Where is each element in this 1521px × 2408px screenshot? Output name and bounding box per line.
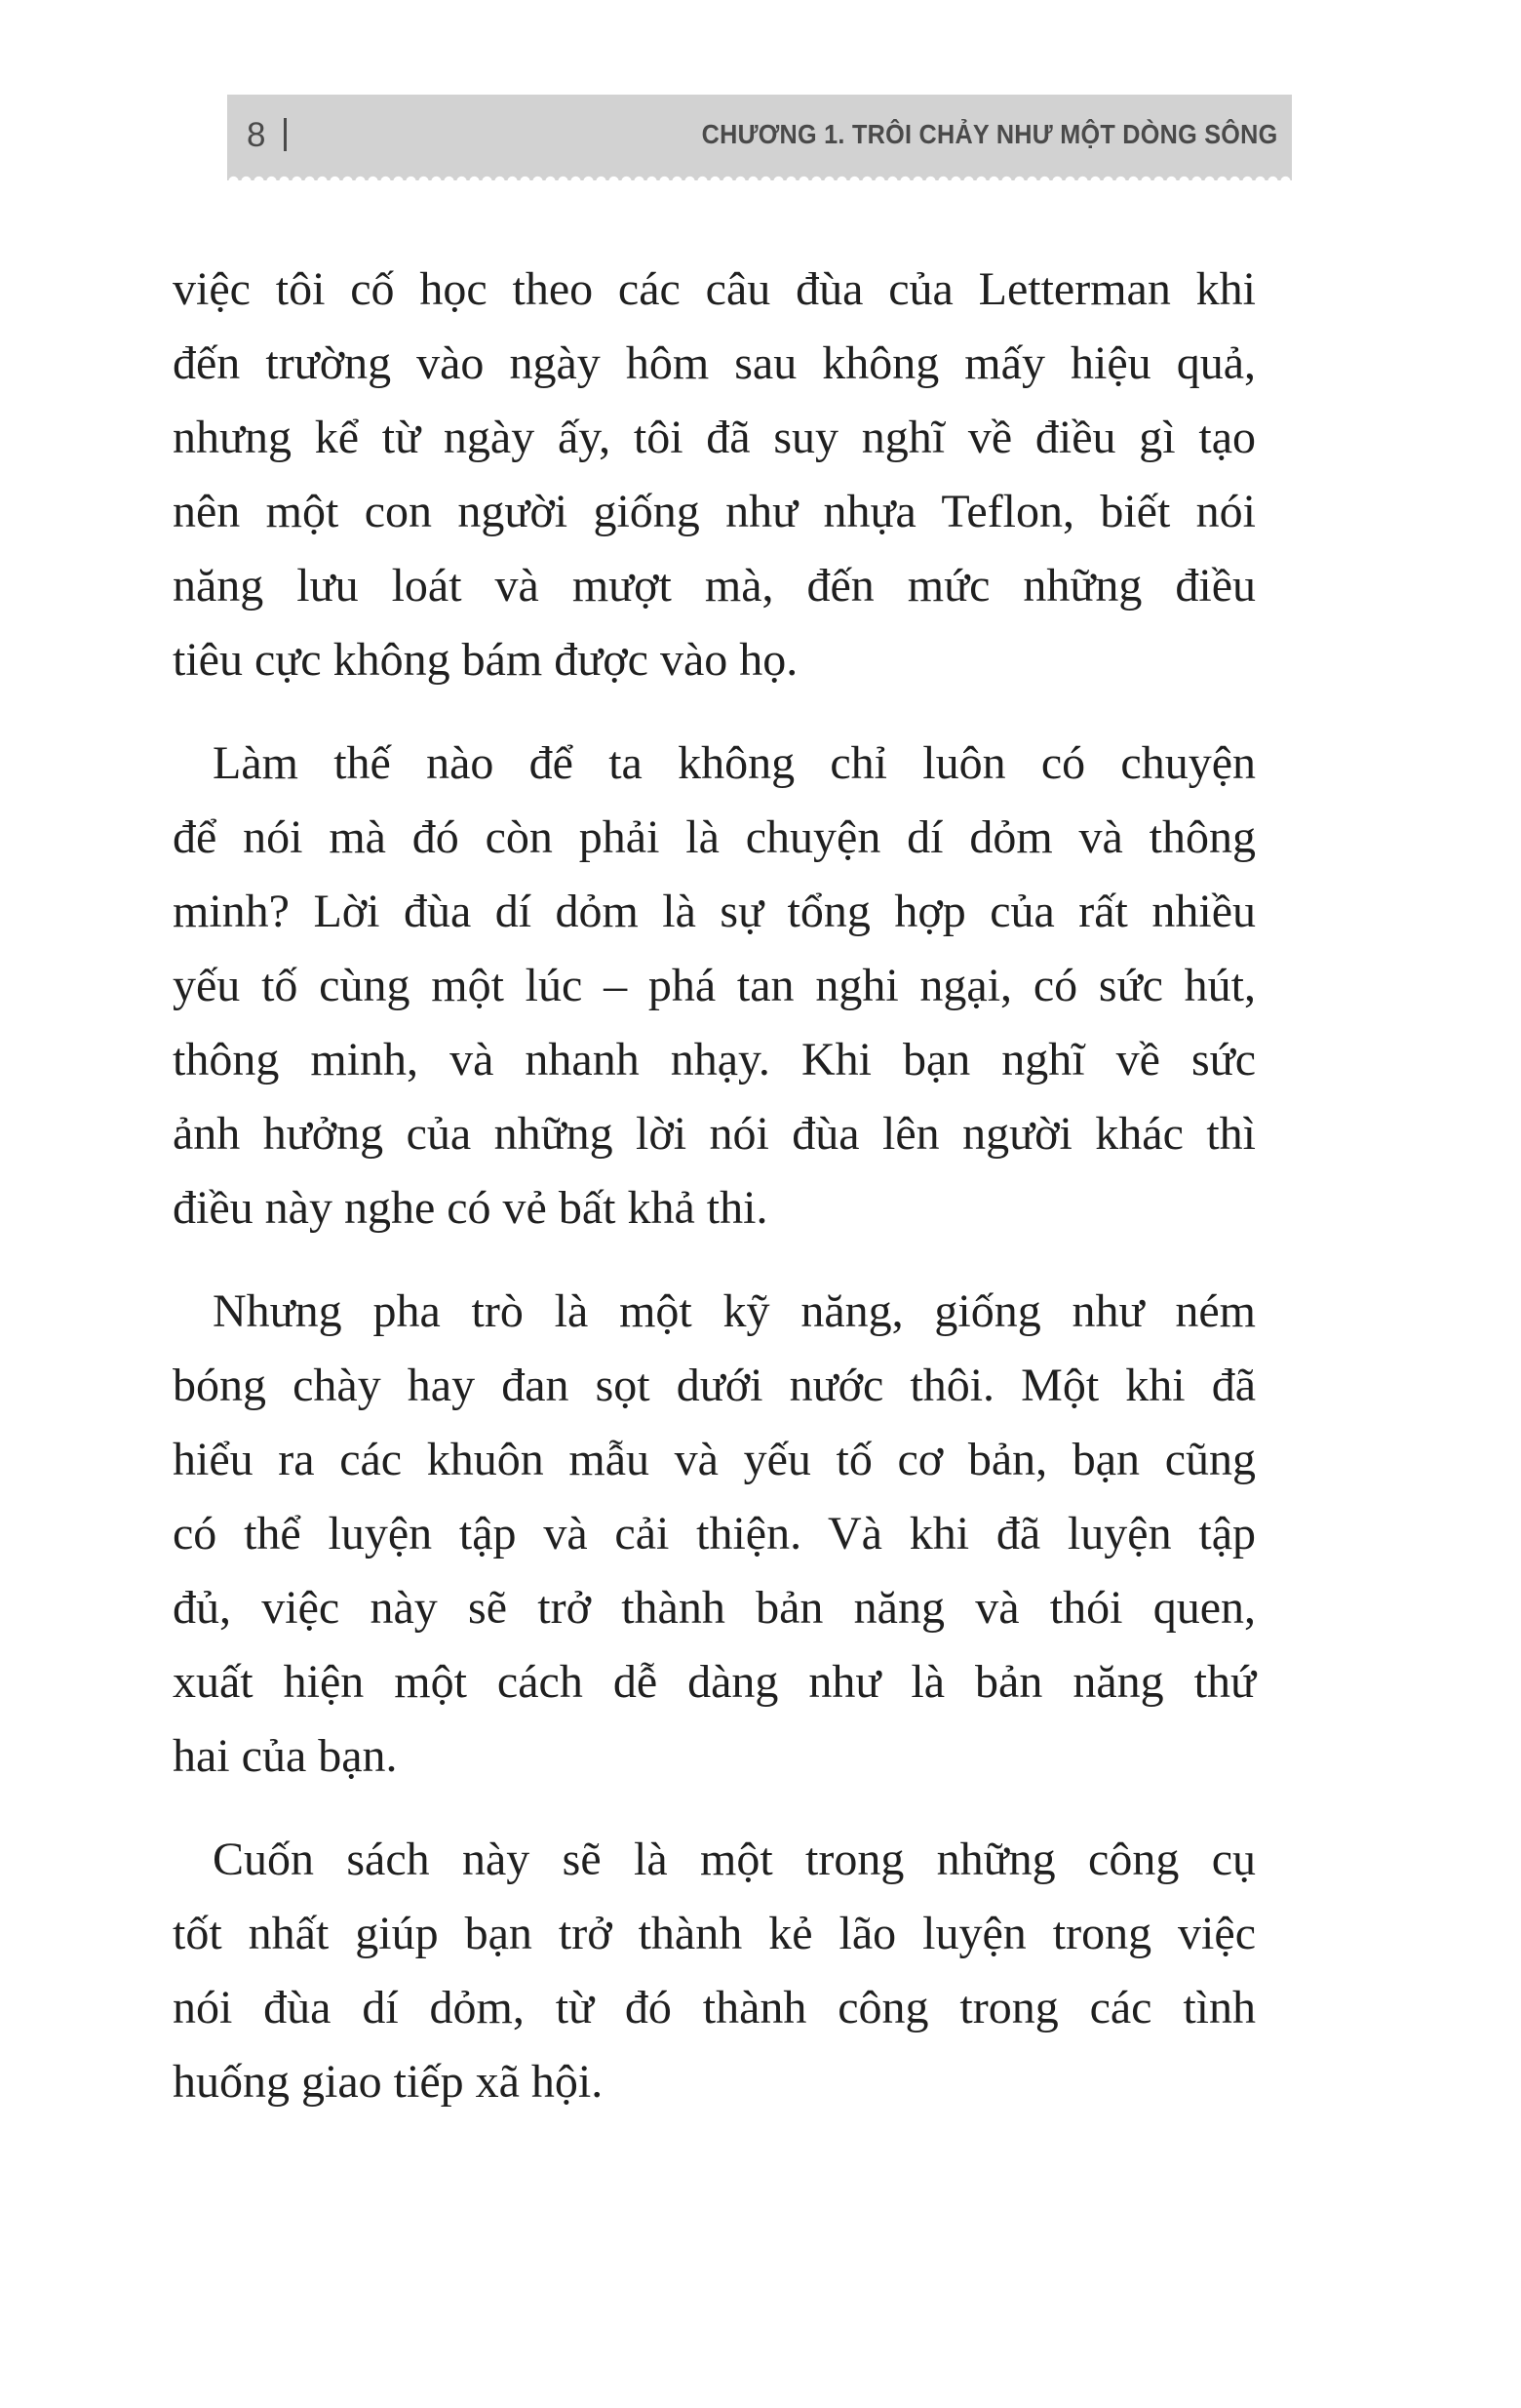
text-line: có thể luyện tập và cải thiện. Và khi đã luyện tập: [173, 1508, 1256, 1559]
text-line: nhưng kể từ ngày ấy, tôi đã suy nghĩ về điều gì tạo: [173, 412, 1256, 463]
text-line: việc tôi cố học theo các câu đùa của Letterman khi: [173, 263, 1256, 315]
paragraph: [173, 253, 1256, 697]
text-line: bóng chày hay đan sọt dưới nước thôi. Một khi đã: [173, 1360, 1256, 1411]
text-line: Cuốn sách này sẽ là một trong những công cụ: [213, 1834, 1256, 1885]
page-number-divider: [284, 118, 287, 151]
text-line: xuất hiện một cách dễ dàng như là bản năng thứ: [173, 1656, 1256, 1708]
paragraph: [173, 727, 1256, 1245]
text-line: hai của bạn.: [173, 1730, 398, 1782]
page-number: 8: [247, 115, 266, 154]
text-line: Làm thế nào để ta không chỉ luôn có chuyện: [213, 737, 1256, 789]
text-line: điều này nghe có vẻ bất khả thi.: [173, 1182, 768, 1234]
chapter-header-band: [227, 95, 1292, 180]
text-line: hiểu ra các khuôn mẫu và yếu tố cơ bản, bạn cũng: [173, 1434, 1256, 1485]
text-line: thông minh, và nhanh nhạy. Khi bạn nghĩ về sức: [173, 1034, 1256, 1086]
text-line: nói đùa dí dỏm, từ đó thành công trong các tình: [173, 1982, 1256, 2033]
text-line: tốt nhất giúp bạn trở thành kẻ lão luyện trong việc: [173, 1908, 1256, 1959]
text-line: ảnh hưởng của những lời nói đùa lên người khác thì: [173, 1108, 1256, 1160]
paragraph: [173, 1823, 1256, 2119]
text-line: Nhưng pha trò là một kỹ năng, giống như ném: [213, 1285, 1256, 1337]
text-line: năng lưu loát và mượt mà, đến mức những điều: [173, 560, 1256, 612]
paragraph: [173, 1275, 1256, 1794]
text-line: nên một con người giống như nhựa Teflon, biết nói: [173, 486, 1256, 537]
text-line: minh? Lời đùa dí dỏm là sự tổng hợp của rất nhiều: [173, 886, 1256, 937]
text-line: đủ, việc này sẽ trở thành bản năng và thói quen,: [173, 1582, 1256, 1634]
text-line: đến trường vào ngày hôm sau không mấy hiệu quả,: [173, 337, 1256, 389]
text-line: tiêu cực không bám được vào họ.: [173, 634, 799, 686]
text-line: yếu tố cùng một lúc – phá tan nghi ngại, có sức hút,: [173, 960, 1256, 1011]
chapter-title: CHƯƠNG 1. TRÔI CHẢY NHƯ MỘT DÒNG SÔNG: [702, 119, 1278, 149]
text-line: để nói mà đó còn phải là chuyện dí dỏm và thông: [173, 811, 1256, 863]
text-line: huống giao tiếp xã hội.: [173, 2056, 604, 2108]
body-text: [173, 253, 1256, 2119]
